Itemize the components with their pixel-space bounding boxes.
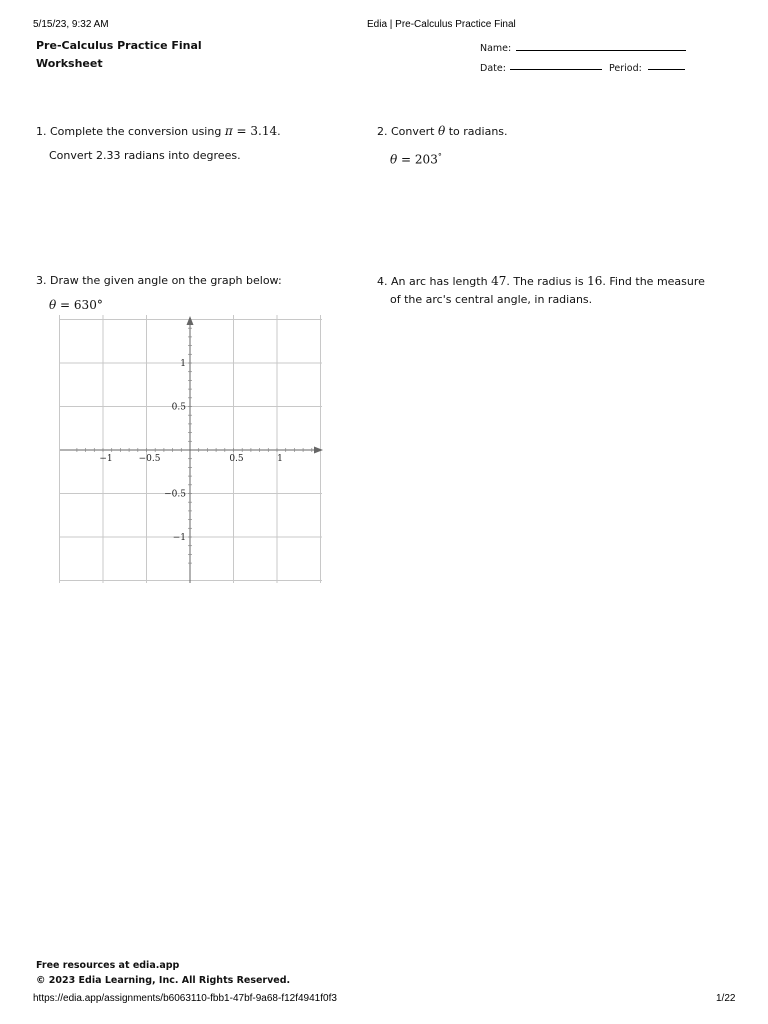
x-tick-label: −1 <box>99 454 113 464</box>
question-1 <box>36 122 281 141</box>
question-3-eq-theta: θ <box>49 298 57 312</box>
name-label: Name: <box>480 43 512 54</box>
y-tick-label: −0.5 <box>164 489 186 500</box>
grid-lines <box>60 315 323 583</box>
y-tick-label: −1 <box>172 533 186 543</box>
y-axis-arrow <box>187 316 194 325</box>
print-page-number: 1/22 <box>716 993 736 1004</box>
y-tick-label: 1 <box>180 359 186 369</box>
question-4-length: 47 <box>491 274 507 288</box>
date-field-line[interactable] <box>510 69 602 70</box>
question-2-eq-degree: ° <box>437 152 442 161</box>
print-page-title: Edia | Pre-Calculus Practice Final <box>367 19 516 30</box>
question-2-eq-value: = 203 <box>397 152 438 167</box>
coordinate-plane[interactable] <box>55 310 327 586</box>
question-4-text-a: An arc has length <box>391 275 488 288</box>
tick-labels <box>99 359 283 543</box>
worksheet-title: Pre-Calculus Practice Final <box>36 39 202 52</box>
date-label: Date: <box>480 63 506 74</box>
question-1-pi-value: = 3.14 <box>232 124 278 138</box>
question-3-text: Draw the given angle on the graph below: <box>50 274 282 287</box>
question-4-line-2: of the arc's central angle, in radians. <box>390 293 593 306</box>
question-4-number: 4. <box>377 275 388 288</box>
print-url: https://edia.app/assignments/b6063110-fbb1-47bf-9a68-f12f4941f0f3 <box>33 993 337 1004</box>
question-2-text: Convert <box>391 125 435 138</box>
question-3 <box>36 272 282 290</box>
name-field-line[interactable] <box>516 50 686 51</box>
question-4-text-c: . Find the measure <box>602 275 705 288</box>
question-3-number: 3. <box>36 274 47 287</box>
question-1-period: . <box>277 125 281 138</box>
question-2-number: 2. <box>377 125 388 138</box>
y-tick-label: 0.5 <box>171 402 186 413</box>
question-1-text: Complete the conversion using <box>50 125 222 138</box>
x-tick-label: −0.5 <box>138 454 161 464</box>
question-1-prompt: Convert 2.33 radians into degrees. <box>49 149 241 162</box>
period-field-line[interactable] <box>648 69 685 70</box>
axes <box>60 316 323 583</box>
question-1-pi: π <box>224 124 233 138</box>
question-4 <box>377 272 705 291</box>
question-2-theta: θ <box>438 124 446 138</box>
footer-resources: Free resources at edia.app <box>36 960 180 971</box>
print-timestamp: 5/15/23, 9:32 AM <box>33 19 109 30</box>
question-2 <box>377 122 508 141</box>
footer-copyright: © 2023 Edia Learning, Inc. All Rights Reserved. <box>36 975 291 986</box>
worksheet-subtitle: Worksheet <box>36 57 103 70</box>
x-axis-arrow <box>314 447 323 454</box>
question-1-number: 1. <box>36 125 47 138</box>
x-tick-label: 1 <box>277 454 283 464</box>
question-2-equation <box>390 148 442 170</box>
question-2-eq-theta: θ <box>390 152 398 167</box>
period-label: Period: <box>609 63 642 74</box>
question-3-eq-value: = 630° <box>56 298 103 312</box>
x-tick-label: 0.5 <box>229 454 244 464</box>
question-4-text-b: . The radius is <box>506 275 584 288</box>
question-4-radius: 16 <box>587 274 603 288</box>
question-2-text-end: to radians. <box>448 125 508 138</box>
